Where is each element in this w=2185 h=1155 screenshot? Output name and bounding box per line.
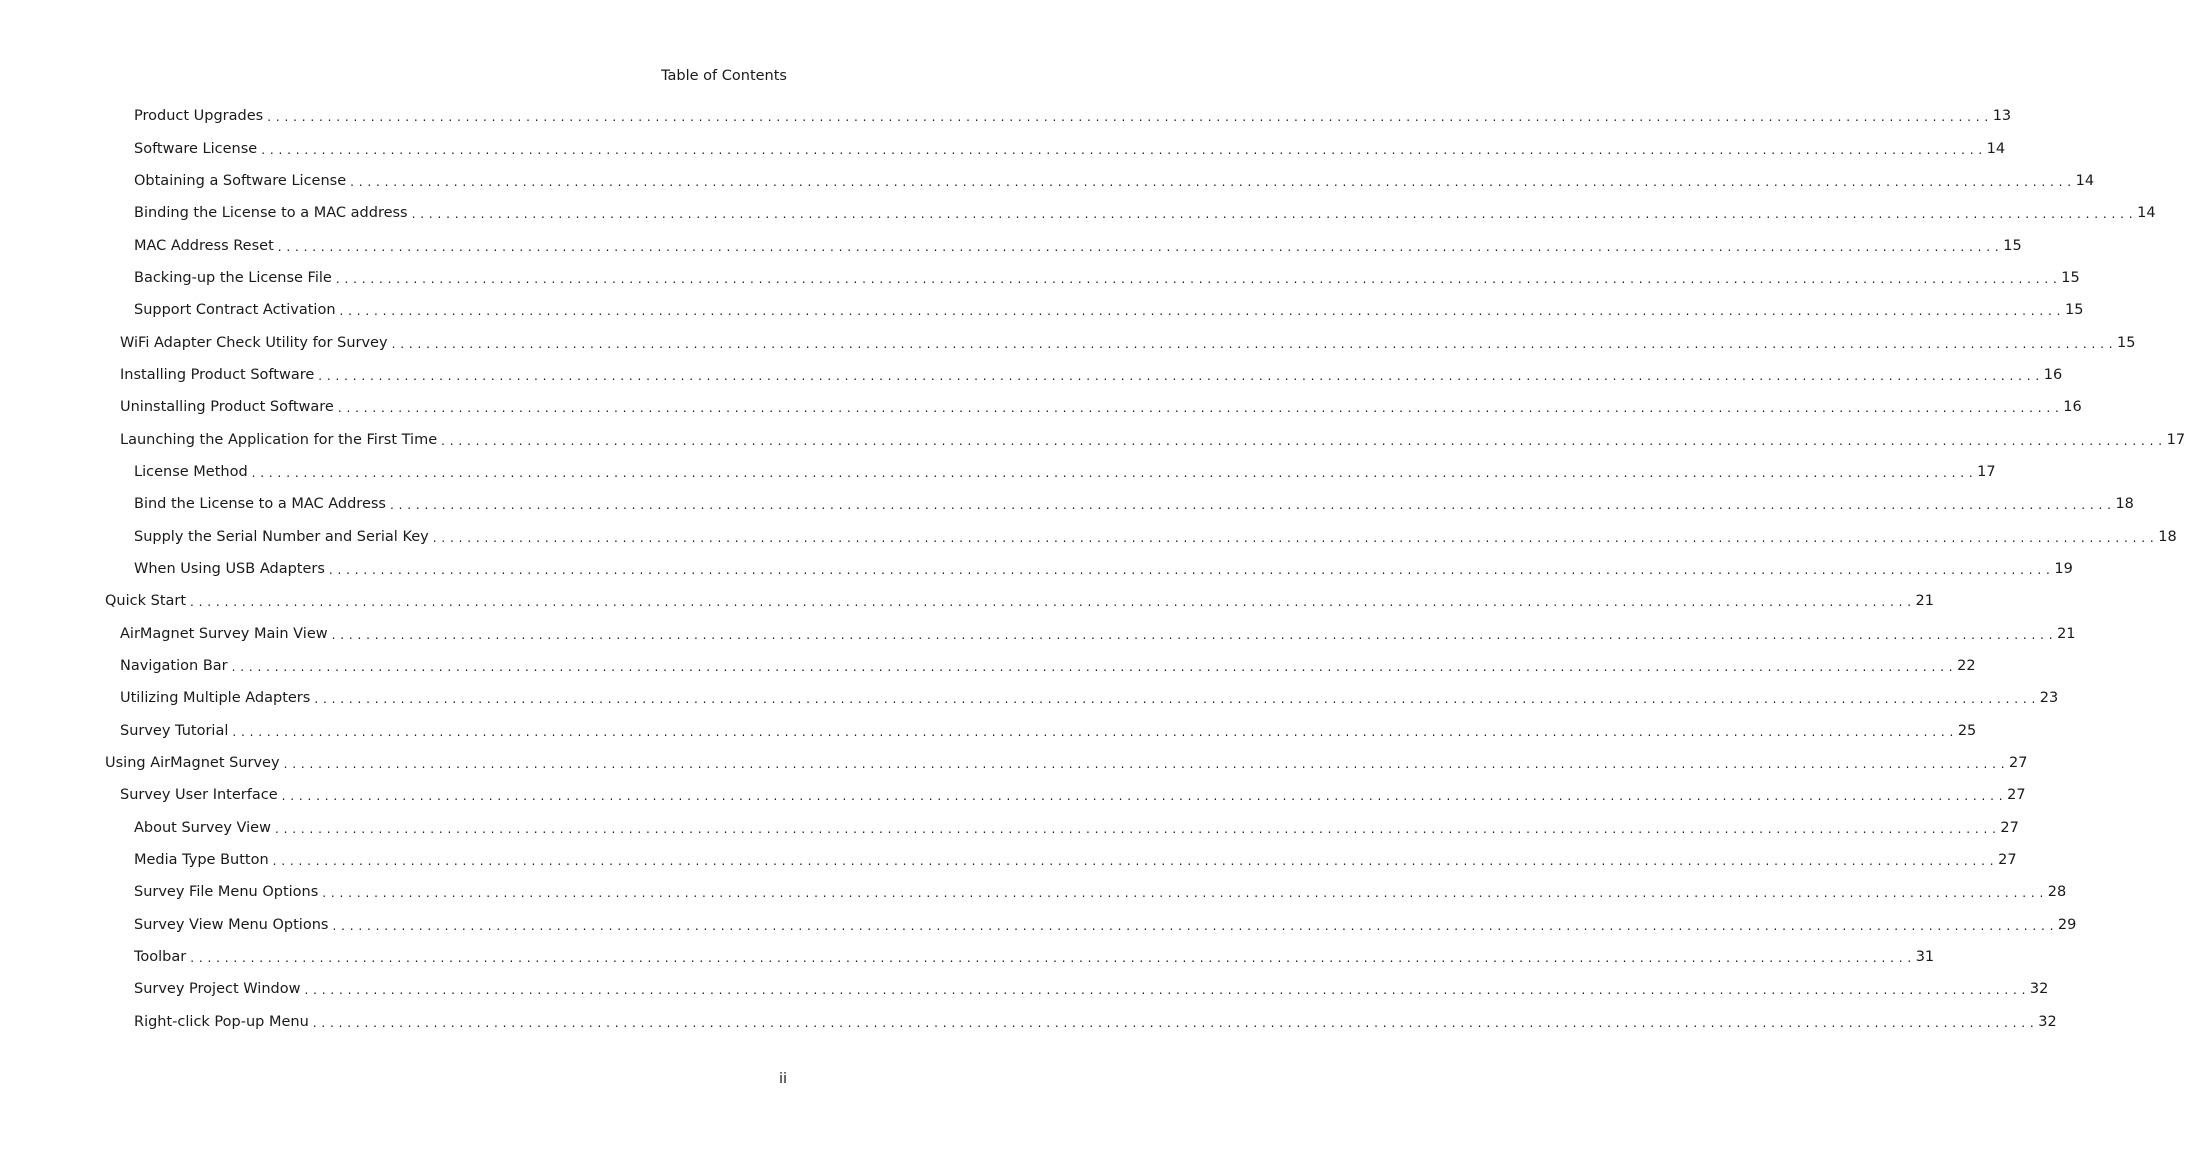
toc-dot-leader: . . . . . . . . . . . . . . . . . . . . . . . . . . . . . . . . . . . . . . . . . . . . . . . . . . . . . . . . . . . . . . . . . . . . . . . . . . . . . . . . . . . . . . . . . . . . . . . . . . . . . . . . . . . . . . . . . . . . . . . . . . . . . . . . . . . . . . . . . . . . . . . . . . . . . . . . . . . . . . . . . . . . . . . . . . . . . . . . . . . . . . . . . . . . . . . . . . . . . . . . [350, 174, 2072, 189]
page-number: ii [778, 1071, 787, 1087]
toc-entry-page-number[interactable]: 21 [2057, 625, 2076, 642]
toc-entry-title[interactable]: Quick Start [105, 593, 187, 610]
toc-entry-title[interactable]: Survey File Menu Options [134, 884, 319, 901]
toc-entry-page-number[interactable]: 13 [1992, 108, 2012, 125]
toc-dot-leader: . . . . . . . . . . . . . . . . . . . . . . . . . . . . . . . . . . . . . . . . . . . . . . . . . . . . . . . . . . . . . . . . . . . . . . . . . . . . . . . . . . . . . . . . . . . . . . . . . . . . . . . . . . . . . . . . . . . . . . . . . . . . . . . . . . . . . . . . . . . . . . . . . . . . . . . . . . . . . . . . . . . . . . . . . . . . . . . . . . . . . . . . . . . . . . . . . . . . . . . . [277, 239, 2000, 254]
toc-entry-page-number[interactable]: 27 [2009, 755, 2028, 772]
toc-entry-page-number[interactable]: 32 [2038, 1013, 2057, 1030]
toc-entry-page-number[interactable]: 15 [2061, 269, 2080, 286]
toc-entry-page-number[interactable]: 18 [2115, 496, 2134, 513]
toc-entry-page-number[interactable]: 14 [1986, 140, 2006, 157]
toc-entry-title[interactable]: License Method [134, 463, 248, 480]
toc-entry-title[interactable]: Survey Tutorial [120, 722, 229, 739]
toc-entry-page-number[interactable]: 27 [1998, 852, 2017, 869]
toc-entry-title[interactable]: Survey Project Window [134, 981, 301, 998]
toc-entry-title[interactable]: Binding the License to a MAC address [134, 205, 408, 222]
toc-entry-title[interactable]: Support Contract Activation [134, 302, 336, 319]
toc-entry-page-number[interactable]: 21 [1915, 593, 1934, 610]
toc-dot-leader: . . . . . . . . . . . . . . . . . . . . . . . . . . . . . . . . . . . . . . . . . . . . . . . . . . . . . . . . . . . . . . . . . . . . . . . . . . . . . . . . . . . . . . . . . . . . . . . . . . . . . . . . . . . . . . . . . . . . . . . . . . . . . . . . . . . . . . . . . . . . . . . . . . . . . . . . . . . . . . . . . . . . . . . . . . . . . . . . . . . . . . . . . . . . . . . . . . . . . . . . [283, 757, 2006, 772]
toc-entry[interactable] [0, 973, 2049, 1005]
toc-entry-title[interactable]: Utilizing Multiple Adapters [120, 690, 311, 707]
table-of-contents [0, 100, 2185, 1038]
toc-dot-leader: . . . . . . . . . . . . . . . . . . . . . . . . . . . . . . . . . . . . . . . . . . . . . . . . . . . . . . . . . . . . . . . . . . . . . . . . . . . . . . . . . . . . . . . . . . . . . . . . . . . . . . . . . . . . . . . . . . . . . . . . . . . . . . . . . . . . . . . . . . . . . . . . . . . . . . . . . . . . . . . . . . . . . . . . . . . . . . . . . . . . . . . . . . . . . . . . . . . . . . . . [332, 918, 2054, 933]
toc-entry-title[interactable]: Obtaining a Software License [134, 172, 347, 189]
toc-entry-title[interactable]: Launching the Application for the First Time [120, 431, 438, 448]
toc-entry[interactable] [0, 326, 2136, 358]
toc-dot-leader: . . . . . . . . . . . . . . . . . . . . . . . . . . . . . . . . . . . . . . . . . . . . . . . . . . . . . . . . . . . . . . . . . . . . . . . . . . . . . . . . . . . . . . . . . . . . . . . . . . . . . . . . . . . . . . . . . . . . . . . . . . . . . . . . . . . . . . . . . . . . . . . . . . . . . . . . . . . . . . . . . . . . . . . . . . . . . . . . . . . . . . . . . . . . . . . . . . . . . . . . [190, 595, 1912, 610]
toc-entry[interactable] [0, 391, 2082, 423]
toc-entry-page-number[interactable]: 19 [2054, 560, 2073, 577]
toc-entry-title[interactable]: MAC Address Reset [134, 237, 274, 254]
toc-entry[interactable] [0, 779, 2026, 811]
toc-entry-page-number[interactable]: 27 [2000, 819, 2019, 836]
toc-dot-leader: . . . . . . . . . . . . . . . . . . . . . . . . . . . . . . . . . . . . . . . . . . . . . . . . . . . . . . . . . . . . . . . . . . . . . . . . . . . . . . . . . . . . . . . . . . . . . . . . . . . . . . . . . . . . . . . . . . . . . . . . . . . . . . . . . . . . . . . . . . . . . . . . . . . . . . . . . . . . . . . . . . . . . . . . . . . . . . . . . . . . . . . . . . . . . . . . . . . . . . . . [251, 465, 1974, 480]
toc-entry[interactable] [0, 520, 2177, 552]
toc-entry[interactable] [0, 1006, 2057, 1038]
toc-entry-page-number[interactable]: 16 [2063, 399, 2082, 416]
toc-dot-leader: . . . . . . . . . . . . . . . . . . . . . . . . . . . . . . . . . . . . . . . . . . . . . . . . . . . . . . . . . . . . . . . . . . . . . . . . . . . . . . . . . . . . . . . . . . . . . . . . . . . . . . . . . . . . . . . . . . . . . . . . . . . . . . . . . . . . . . . . . . . . . . . . . . . . . . . . . . . . . . . . . . . . . . . . . . . . . . . . . . . . . . . . . . . . . . . . . . . . . . . . [337, 401, 2060, 416]
toc-dot-leader: . . . . . . . . . . . . . . . . . . . . . . . . . . . . . . . . . . . . . . . . . . . . . . . . . . . . . . . . . . . . . . . . . . . . . . . . . . . . . . . . . . . . . . . . . . . . . . . . . . . . . . . . . . . . . . . . . . . . . . . . . . . . . . . . . . . . . . . . . . . . . . . . . . . . . . . . . . . . . . . . . . . . . . . . . . . . . . . . . . . . . . . . . . . . . . . . . . . . . . . . [391, 336, 2114, 351]
toc-entry-page-number[interactable]: 14 [2137, 205, 2156, 222]
toc-entry-title[interactable]: Bind the License to a MAC Address [134, 496, 386, 513]
toc-dot-leader: . . . . . . . . . . . . . . . . . . . . . . . . . . . . . . . . . . . . . . . . . . . . . . . . . . . . . . . . . . . . . . . . . . . . . . . . . . . . . . . . . . . . . . . . . . . . . . . . . . . . . . . . . . . . . . . . . . . . . . . . . . . . . . . . . . . . . . . . . . . . . . . . . . . . . . . . . . . . . . . . . . . . . . . . . . . . . . . . . . . . . . . . . . . . . . . . . . . . . . . . [304, 983, 2026, 998]
toc-dot-leader: . . . . . . . . . . . . . . . . . . . . . . . . . . . . . . . . . . . . . . . . . . . . . . . . . . . . . . . . . . . . . . . . . . . . . . . . . . . . . . . . . . . . . . . . . . . . . . . . . . . . . . . . . . . . . . . . . . . . . . . . . . . . . . . . . . . . . . . . . . . . . . . . . . . . . . . . . . . . . . . . . . . . . . . . . . . . . . . . . . . . . . . . . . . . . . . . . . . . . . . . [314, 692, 2036, 707]
toc-entry[interactable] [0, 553, 2073, 585]
toc-entry[interactable] [0, 747, 2028, 779]
toc-entry-page-number[interactable]: 31 [1915, 949, 1935, 966]
toc-dot-leader: . . . . . . . . . . . . . . . . . . . . . . . . . . . . . . . . . . . . . . . . . . . . . . . . . . . . . . . . . . . . . . . . . . . . . . . . . . . . . . . . . . . . . . . . . . . . . . . . . . . . . . . . . . . . . . . . . . . . . . . . . . . . . . . . . . . . . . . . . . . . . . . . . . . . . . . . . . . . . . . . . . . . . . . . . . . . . . . . . . . . . . . . . . . . . . . . . . . . . . . . [231, 660, 1954, 675]
toc-entry-title[interactable]: When Using USB Adapters [134, 560, 325, 577]
toc-entry-title[interactable]: Product Upgrades [134, 108, 264, 125]
toc-entry-page-number[interactable]: 27 [2007, 787, 2026, 804]
toc-entry-title[interactable]: WiFi Adapter Check Utility for Survey [120, 334, 388, 351]
toc-dot-leader: . . . . . . . . . . . . . . . . . . . . . . . . . . . . . . . . . . . . . . . . . . . . . . . . . . . . . . . . . . . . . . . . . . . . . . . . . . . . . . . . . . . . . . . . . . . . . . . . . . . . . . . . . . . . . . . . . . . . . . . . . . . . . . . . . . . . . . . . . . . . . . . . . . . . . . . . . . . . . . . . . . . . . . . . . . . . . . . . . . . . . . . . . . . . . . . . . . . . . . . . [318, 368, 2040, 383]
toc-dot-leader: . . . . . . . . . . . . . . . . . . . . . . . . . . . . . . . . . . . . . . . . . . . . . . . . . . . . . . . . . . . . . . . . . . . . . . . . . . . . . . . . . . . . . . . . . . . . . . . . . . . . . . . . . . . . . . . . . . . . . . . . . . . . . . . . . . . . . . . . . . . . . . . . . . . . . . . . . . . . . . . . . . . . . . . . . . . . . . . . . . . . . . . . . . . . . . . . . . . . . . . . [281, 789, 2004, 804]
toc-entry[interactable] [0, 941, 1935, 973]
toc-entry-page-number[interactable]: 23 [2039, 690, 2059, 707]
toc-entry-title[interactable]: Supply the Serial Number and Serial Key [134, 528, 429, 545]
toc-entry[interactable] [0, 876, 2067, 908]
toc-entry-title[interactable]: About Survey View [134, 819, 271, 836]
toc-entry-page-number[interactable]: 17 [1977, 463, 1996, 480]
toc-entry[interactable] [0, 488, 2134, 520]
toc-entry-page-number[interactable]: 15 [2064, 302, 2084, 319]
toc-entry-page-number[interactable]: 32 [2029, 981, 2049, 998]
toc-entry[interactable] [0, 100, 2012, 132]
toc-entry[interactable] [0, 262, 2080, 294]
toc-entry[interactable] [0, 423, 2185, 455]
toc-entry[interactable] [0, 844, 2017, 876]
toc-dot-leader: . . . . . . . . . . . . . . . . . . . . . . . . . . . . . . . . . . . . . . . . . . . . . . . . . . . . . . . . . . . . . . . . . . . . . . . . . . . . . . . . . . . . . . . . . . . . . . . . . . . . . . . . . . . . . . . . . . . . . . . . . . . . . . . . . . . . . . . . . . . . . . . . . . . . . . . . . . . . . . . . . . . . . . . . . . . . . . . . . . . . . . . . . . . . . . . . . . . . . . . . [261, 142, 1983, 157]
toc-entry-title[interactable]: Survey View Menu Options [134, 916, 329, 933]
toc-entry-title[interactable]: AirMagnet Survey Main View [120, 625, 328, 642]
toc-entry-page-number[interactable]: 17 [2166, 431, 2185, 448]
toc-dot-leader: . . . . . . . . . . . . . . . . . . . . . . . . . . . . . . . . . . . . . . . . . . . . . . . . . . . . . . . . . . . . . . . . . . . . . . . . . . . . . . . . . . . . . . . . . . . . . . . . . . . . . . . . . . . . . . . . . . . . . . . . . . . . . . . . . . . . . . . . . . . . . . . . . . . . . . . . . . . . . . . . . . . . . . . . . . . . . . . . . . . . . . . . . . . . . . . . . . . . . . . . [389, 498, 2112, 513]
toc-dot-leader: . . . . . . . . . . . . . . . . . . . . . . . . . . . . . . . . . . . . . . . . . . . . . . . . . . . . . . . . . . . . . . . . . . . . . . . . . . . . . . . . . . . . . . . . . . . . . . . . . . . . . . . . . . . . . . . . . . . . . . . . . . . . . . . . . . . . . . . . . . . . . . . . . . . . . . . . . . . . . . . . . . . . . . . . . . . . . . . . . . . . . . . . . . . . . . . . . . . . . . . . [232, 724, 1954, 739]
toc-entry-page-number[interactable]: 25 [1957, 722, 1977, 739]
toc-entry-page-number[interactable]: 16 [2043, 366, 2063, 383]
toc-entry[interactable] [0, 618, 2076, 650]
toc-dot-leader: . . . . . . . . . . . . . . . . . . . . . . . . . . . . . . . . . . . . . . . . . . . . . . . . . . . . . . . . . . . . . . . . . . . . . . . . . . . . . . . . . . . . . . . . . . . . . . . . . . . . . . . . . . . . . . . . . . . . . . . . . . . . . . . . . . . . . . . . . . . . . . . . . . . . . . . . . . . . . . . . . . . . . . . . . . . . . . . . . . . . . . . . . . . . . . . . . . . . . . . . [274, 821, 1997, 836]
page-header-title: Table of Contents [661, 68, 787, 84]
toc-entry-page-number[interactable]: 15 [2003, 237, 2022, 254]
toc-entry[interactable] [0, 359, 2063, 391]
toc-entry-title[interactable]: Toolbar [134, 949, 187, 966]
toc-dot-leader: . . . . . . . . . . . . . . . . . . . . . . . . . . . . . . . . . . . . . . . . . . . . . . . . . . . . . . . . . . . . . . . . . . . . . . . . . . . . . . . . . . . . . . . . . . . . . . . . . . . . . . . . . . . . . . . . . . . . . . . . . . . . . . . . . . . . . . . . . . . . . . . . . . . . . . . . . . . . . . . . . . . . . . . . . . . . . . . . . . . . . . . . . . . . . . . . . . . . . . . . [335, 271, 2058, 286]
toc-dot-leader: . . . . . . . . . . . . . . . . . . . . . . . . . . . . . . . . . . . . . . . . . . . . . . . . . . . . . . . . . . . . . . . . . . . . . . . . . . . . . . . . . . . . . . . . . . . . . . . . . . . . . . . . . . . . . . . . . . . . . . . . . . . . . . . . . . . . . . . . . . . . . . . . . . . . . . . . . . . . . . . . . . . . . . . . . . . . . . . . . . . . . . . . . . . . . . . . . . . . . . . . [267, 110, 1989, 125]
toc-dot-leader: . . . . . . . . . . . . . . . . . . . . . . . . . . . . . . . . . . . . . . . . . . . . . . . . . . . . . . . . . . . . . . . . . . . . . . . . . . . . . . . . . . . . . . . . . . . . . . . . . . . . . . . . . . . . . . . . . . . . . . . . . . . . . . . . . . . . . . . . . . . . . . . . . . . . . . . . . . . . . . . . . . . . . . . . . . . . . . . . . . . . . . . . . . . . . . . . . . . . . . . . [432, 530, 2155, 545]
toc-dot-leader: . . . . . . . . . . . . . . . . . . . . . . . . . . . . . . . . . . . . . . . . . . . . . . . . . . . . . . . . . . . . . . . . . . . . . . . . . . . . . . . . . . . . . . . . . . . . . . . . . . . . . . . . . . . . . . . . . . . . . . . . . . . . . . . . . . . . . . . . . . . . . . . . . . . . . . . . . . . . . . . . . . . . . . . . . . . . . . . . . . . . . . . . . . . . . . . . . . . . . . . . [411, 207, 2134, 222]
toc-entry[interactable] [0, 650, 1976, 682]
toc-entry-page-number[interactable]: 28 [2047, 884, 2067, 901]
toc-entry[interactable] [0, 165, 2095, 197]
toc-entry[interactable] [0, 682, 2059, 714]
toc-entry[interactable] [0, 812, 2019, 844]
toc-entry[interactable] [0, 229, 2022, 261]
toc-entry[interactable] [0, 132, 2006, 164]
toc-dot-leader: . . . . . . . . . . . . . . . . . . . . . . . . . . . . . . . . . . . . . . . . . . . . . . . . . . . . . . . . . . . . . . . . . . . . . . . . . . . . . . . . . . . . . . . . . . . . . . . . . . . . . . . . . . . . . . . . . . . . . . . . . . . . . . . . . . . . . . . . . . . . . . . . . . . . . . . . . . . . . . . . . . . . . . . . . . . . . . . . . . . . . . . . . . . . . . . . . . . . . . . . [272, 854, 1995, 869]
toc-entry-page-number[interactable]: 15 [2117, 334, 2136, 351]
toc-entry-title[interactable]: Using AirMagnet Survey [105, 755, 280, 772]
toc-entry-title[interactable]: Installing Product Software [120, 366, 315, 383]
toc-dot-leader: . . . . . . . . . . . . . . . . . . . . . . . . . . . . . . . . . . . . . . . . . . . . . . . . . . . . . . . . . . . . . . . . . . . . . . . . . . . . . . . . . . . . . . . . . . . . . . . . . . . . . . . . . . . . . . . . . . . . . . . . . . . . . . . . . . . . . . . . . . . . . . . . . . . . . . . . . . . . . . . . . . . . . . . . . . . . . . . . . . . . . . . . . . . . . . . . . . . . . . . . [339, 304, 2061, 319]
toc-dot-leader: . . . . . . . . . . . . . . . . . . . . . . . . . . . . . . . . . . . . . . . . . . . . . . . . . . . . . . . . . . . . . . . . . . . . . . . . . . . . . . . . . . . . . . . . . . . . . . . . . . . . . . . . . . . . . . . . . . . . . . . . . . . . . . . . . . . . . . . . . . . . . . . . . . . . . . . . . . . . . . . . . . . . . . . . . . . . . . . . . . . . . . . . . . . . . . . . . . . . . . . . [190, 951, 1912, 966]
toc-dot-leader: . . . . . . . . . . . . . . . . . . . . . . . . . . . . . . . . . . . . . . . . . . . . . . . . . . . . . . . . . . . . . . . . . . . . . . . . . . . . . . . . . . . . . . . . . . . . . . . . . . . . . . . . . . . . . . . . . . . . . . . . . . . . . . . . . . . . . . . . . . . . . . . . . . . . . . . . . . . . . . . . . . . . . . . . . . . . . . . . . . . . . . . . . . . . . . . . . . . . . . . . [331, 627, 2054, 642]
toc-entry[interactable] [0, 197, 2156, 229]
toc-entry-page-number[interactable]: 22 [1957, 658, 1976, 675]
toc-entry-page-number[interactable]: 18 [2158, 528, 2177, 545]
toc-entry-page-number[interactable]: 29 [2057, 916, 2077, 933]
toc-dot-leader: . . . . . . . . . . . . . . . . . . . . . . . . . . . . . . . . . . . . . . . . . . . . . . . . . . . . . . . . . . . . . . . . . . . . . . . . . . . . . . . . . . . . . . . . . . . . . . . . . . . . . . . . . . . . . . . . . . . . . . . . . . . . . . . . . . . . . . . . . . . . . . . . . . . . . . . . . . . . . . . . . . . . . . . . . . . . . . . . . . . . . . . . . . . . . . . . . . . . . . . . [441, 433, 2163, 448]
toc-entry-title[interactable]: Survey User Interface [120, 787, 278, 804]
toc-entry-page-number[interactable]: 14 [2075, 172, 2095, 189]
toc-dot-leader: . . . . . . . . . . . . . . . . . . . . . . . . . . . . . . . . . . . . . . . . . . . . . . . . . . . . . . . . . . . . . . . . . . . . . . . . . . . . . . . . . . . . . . . . . . . . . . . . . . . . . . . . . . . . . . . . . . . . . . . . . . . . . . . . . . . . . . . . . . . . . . . . . . . . . . . . . . . . . . . . . . . . . . . . . . . . . . . . . . . . . . . . . . . . . . . . . . . . . . . . [322, 886, 2044, 901]
toc-entry[interactable] [0, 715, 1977, 747]
toc-entry[interactable] [0, 456, 1996, 488]
toc-dot-leader: . . . . . . . . . . . . . . . . . . . . . . . . . . . . . . . . . . . . . . . . . . . . . . . . . . . . . . . . . . . . . . . . . . . . . . . . . . . . . . . . . . . . . . . . . . . . . . . . . . . . . . . . . . . . . . . . . . . . . . . . . . . . . . . . . . . . . . . . . . . . . . . . . . . . . . . . . . . . . . . . . . . . . . . . . . . . . . . . . . . . . . . . . . . . . . . . . . . . . . . . [312, 1015, 2035, 1030]
toc-entry[interactable] [0, 909, 2077, 941]
toc-dot-leader: . . . . . . . . . . . . . . . . . . . . . . . . . . . . . . . . . . . . . . . . . . . . . . . . . . . . . . . . . . . . . . . . . . . . . . . . . . . . . . . . . . . . . . . . . . . . . . . . . . . . . . . . . . . . . . . . . . . . . . . . . . . . . . . . . . . . . . . . . . . . . . . . . . . . . . . . . . . . . . . . . . . . . . . . . . . . . . . . . . . . . . . . . . . . . . . . . . . . . . . . [328, 562, 2051, 577]
toc-entry-title[interactable]: Media Type Button [134, 852, 269, 869]
toc-entry-title[interactable]: Uninstalling Product Software [120, 399, 334, 416]
toc-entry[interactable] [0, 585, 1934, 617]
toc-entry[interactable] [0, 294, 2084, 326]
toc-entry-title[interactable]: Software License [134, 140, 258, 157]
toc-entry-title[interactable]: Backing-up the License File [134, 269, 332, 286]
toc-entry-title[interactable]: Navigation Bar [120, 658, 228, 675]
toc-entry-title[interactable]: Right-click Pop-up Menu [134, 1013, 309, 1030]
